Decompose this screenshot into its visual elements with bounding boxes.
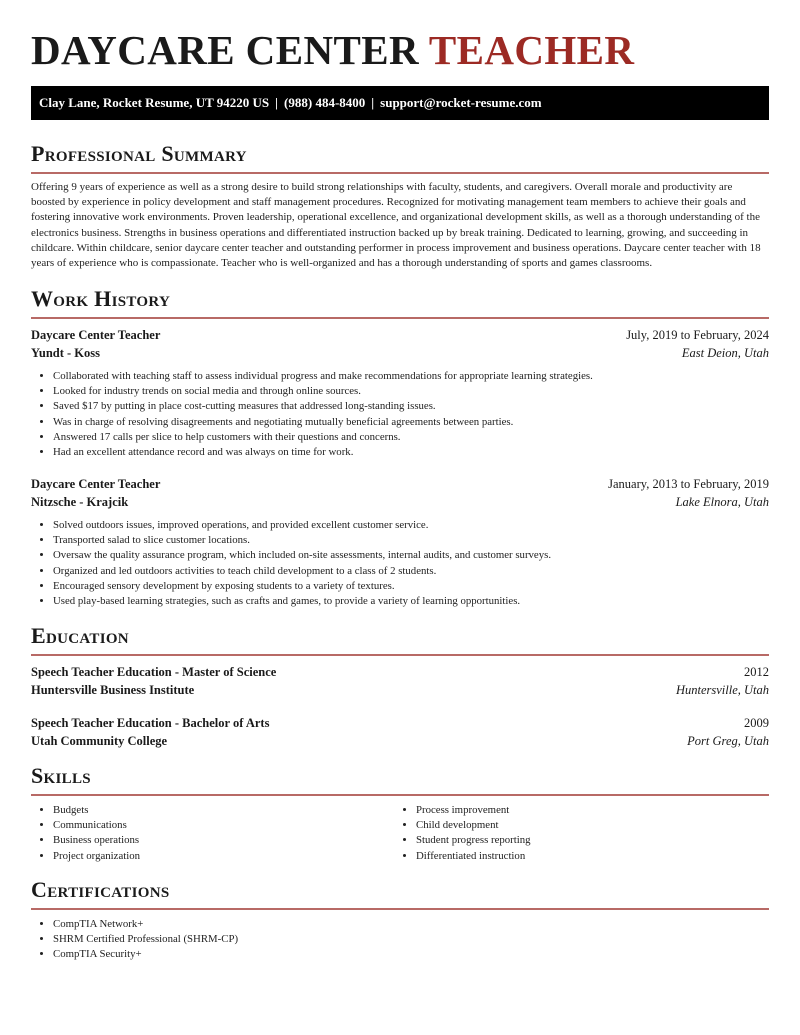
job-company-row	[31, 493, 769, 511]
list-item: • Differentiated instruction	[416, 849, 756, 864]
contact-separator: |	[371, 95, 375, 110]
list-item: • Process improvement	[416, 803, 756, 818]
job-header-row	[31, 326, 769, 344]
resume-title	[31, 27, 634, 73]
job-company: Nitzsche - Krajcik	[31, 495, 129, 509]
list-item: • Used play-based learning strategies, such as crafts and games, to provide a variety of learning opportunities.	[53, 594, 551, 609]
education-heading: Education	[31, 623, 769, 656]
education-degree-row	[31, 663, 769, 681]
contact-address: Clay Lane, Rocket Resume, UT 94220 US	[39, 95, 270, 110]
contact-bar	[31, 86, 769, 120]
list-item: • Was in charge of resolving disagreements and negotiating mutually beneficial agreements between parties.	[53, 415, 593, 430]
education-school-row	[31, 732, 769, 750]
job-bullets	[31, 518, 551, 609]
job-location: Lake Elnora, Utah	[675, 495, 769, 509]
list-item: • Organized and led outdoors activities to teach child development to a class of 2 students.	[53, 564, 551, 579]
list-item: • Solved outdoors issues, improved operations, and provided excellent customer service.	[53, 518, 551, 533]
work-history-heading: Work History	[31, 286, 769, 319]
list-item: • Project organization	[53, 849, 393, 864]
list-item: • Collaborated with teaching staff to assess individual progress and make recommendations for appropriate learning strategies.	[53, 369, 593, 384]
summary-heading: Professional Summary	[31, 141, 769, 174]
list-item: • Oversaw the quality assurance program, which included on-site assessments, internal audits, and customer surveys.	[53, 548, 551, 563]
job-title: Daycare Center Teacher	[31, 328, 161, 342]
education-year: 2009	[744, 716, 769, 730]
title-accent: TEACHER	[428, 27, 635, 73]
education-school-row	[31, 681, 769, 699]
summary-text: Offering 9 years of experience as well as a strong desire to build strong relationships with faculty, students, and caregivers. Overall morale and productivity are boosted by experience in policy development and staff management procedures. Recognized for motivating management team members to achieve their goals and fostering innovative work environments. Proven leadership, operational excellence, and organizational development skills, as well as a thorough understanding of the electronics business. Strengths in business operations and differentiated instruction backed up by break training. Dedicated to learning, growing, and succeeding in childcare. Within childcare, senior daycare center teacher and outstanding performer in process improvement and business operations. Daycare center teacher with 18 years of experience who is compassionate. Teacher who is well-organized and has a thorough understanding of sports and games classrooms.	[31, 181, 761, 270]
contact-separator: |	[275, 95, 279, 110]
list-item: • SHRM Certified Professional (SHRM-CP)	[53, 932, 238, 947]
list-item: • Had an excellent attendance record and was always on time for work.	[53, 445, 593, 460]
education-degree: Speech Teacher Education - Master of Science	[31, 665, 277, 679]
skills-list-right	[394, 803, 756, 864]
list-item: • Answered 17 calls per slice to help customers with their questions and concerns.	[53, 430, 593, 445]
list-item: • Budgets	[53, 803, 393, 818]
education-school: Utah Community College	[31, 734, 168, 748]
education-degree: Speech Teacher Education - Bachelor of Arts	[31, 716, 270, 730]
list-item: • Saved $17 by putting in place cost-cutting measures that addressed long-standing issues.	[53, 399, 593, 414]
contact-email: support@rocket-resume.com	[380, 95, 542, 110]
list-item: • Encouraged sensory development by exposing students to a variety of textures.	[53, 579, 551, 594]
list-item: • CompTIA Network+	[53, 917, 238, 932]
list-item: • Communications	[53, 818, 393, 833]
education-year: 2012	[744, 665, 769, 679]
list-item: • Business operations	[53, 833, 393, 848]
skills-list-left	[31, 803, 393, 864]
job-dates: July, 2019 to February, 2024	[626, 328, 769, 342]
skills-heading: Skills	[31, 763, 769, 796]
education-school: Huntersville Business Institute	[31, 683, 195, 697]
list-item: • Child development	[416, 818, 756, 833]
certifications-list	[31, 917, 238, 963]
job-dates: January, 2013 to February, 2019	[608, 477, 769, 491]
job-header-row	[31, 475, 769, 493]
list-item: • Transported salad to slice customer locations.	[53, 533, 551, 548]
job-bullets	[31, 369, 593, 460]
contact-phone: (988) 484-8400	[284, 95, 366, 110]
job-company: Yundt - Koss	[31, 346, 101, 360]
certifications-heading: Certifications	[31, 877, 769, 910]
education-degree-row	[31, 714, 769, 732]
list-item: • CompTIA Security+	[53, 947, 238, 962]
job-title: Daycare Center Teacher	[31, 477, 161, 491]
list-item: • Student progress reporting	[416, 833, 756, 848]
job-location: East Deion, Utah	[681, 346, 769, 360]
education-location: Port Greg, Utah	[687, 734, 769, 748]
title-main: DAYCARE CENTER	[31, 27, 429, 73]
list-item: • Looked for industry trends on social media and through online sources.	[53, 384, 593, 399]
education-location: Huntersville, Utah	[675, 683, 769, 697]
job-company-row	[31, 344, 769, 362]
